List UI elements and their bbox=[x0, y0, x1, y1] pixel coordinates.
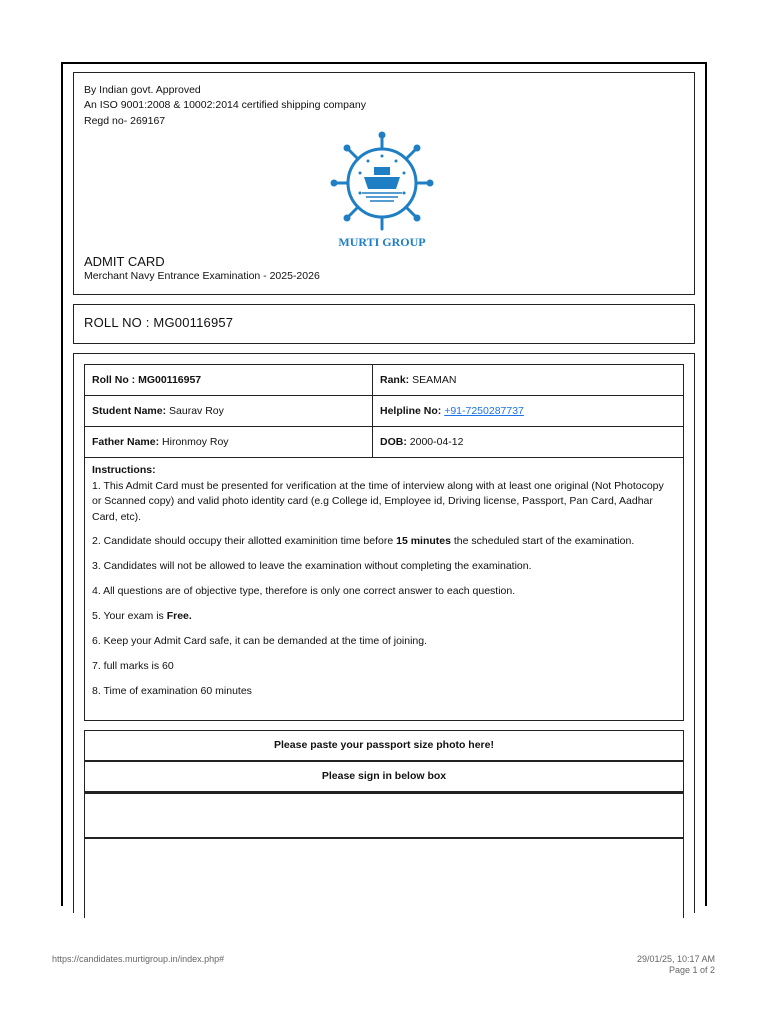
signature-label: Please sign in below box bbox=[84, 761, 684, 792]
student-name-cell: Student Name: Saurav Roy bbox=[85, 396, 373, 427]
instructions-panel bbox=[84, 456, 684, 721]
instruction-item: 7. full marks is 60 bbox=[92, 660, 174, 672]
approval-text: By Indian govt. Approved bbox=[84, 84, 201, 96]
instruction-item: 5. Your exam is Free. bbox=[92, 610, 192, 622]
candidate-details-table bbox=[84, 364, 684, 458]
helpline-cell: Helpline No: +91-7250287737 bbox=[373, 396, 684, 427]
logo-wordmark: MURTI GROUP bbox=[338, 235, 426, 249]
header-section bbox=[73, 72, 695, 295]
table-row bbox=[85, 396, 684, 427]
father-name-cell: Father Name: Hironmoy Roy bbox=[85, 427, 373, 458]
photo-box[interactable] bbox=[84, 838, 684, 918]
helpline-link[interactable]: +91-7250287737 bbox=[444, 405, 524, 417]
dob-cell: DOB: 2000-04-12 bbox=[373, 427, 684, 458]
rank-cell: Rank: SEAMAN bbox=[373, 365, 684, 396]
instruction-item: 8. Time of examination 60 minutes bbox=[92, 685, 252, 697]
roll-value: MG00116957 bbox=[138, 374, 202, 386]
registration-number: Regd no- 269167 bbox=[84, 115, 166, 127]
instruction-item: 3. Candidates will not be allowed to leave the examination without completing the examination. bbox=[92, 560, 532, 572]
photo-paste-label: Please paste your passport size photo here! bbox=[84, 730, 684, 761]
rank-value: SEAMAN bbox=[412, 374, 457, 386]
footer-datetime: 29/01/25, 10:17 AM bbox=[636, 954, 715, 964]
iso-certification-text: An ISO 9001:2008 & 10002:2014 certified shipping company bbox=[84, 99, 366, 111]
student-name-value: Saurav Roy bbox=[169, 405, 224, 417]
roll-cell: Roll No : MG00116957 bbox=[85, 365, 373, 396]
table-row bbox=[85, 365, 684, 396]
instruction-item: 6. Keep your Admit Card safe, it can be demanded at the time of joining. bbox=[92, 635, 428, 647]
instruction-item: 4. All questions are of objective type, therefore is only one correct answer to each question. bbox=[92, 585, 516, 597]
signature-box[interactable] bbox=[84, 792, 684, 838]
table-row bbox=[85, 427, 684, 458]
details-section bbox=[73, 353, 695, 913]
father-name-value: Hironmoy Roy bbox=[162, 436, 229, 448]
footer-page-number: Page 1 of 2 bbox=[668, 965, 715, 975]
admit-card-title: ADMIT CARD bbox=[84, 254, 165, 269]
instructions-heading: Instructions: bbox=[92, 464, 156, 476]
murti-group-logo bbox=[316, 129, 448, 253]
roll-number-heading: ROLL NO : MG00116957 bbox=[84, 315, 234, 330]
footer-url: https://candidates.murtigroup.in/index.php# bbox=[52, 954, 225, 964]
dob-value: 2000-04-12 bbox=[409, 436, 464, 448]
roll-number-banner bbox=[73, 304, 695, 344]
instruction-item: 2. Candidate should occupy their allotted examinition time before 15 minutes the scheduled start of the examination. bbox=[92, 535, 635, 547]
exam-subtitle: Merchant Navy Entrance Examination - 2025-2026 bbox=[84, 270, 320, 282]
instruction-item: 1. This Admit Card must be presented for verification at the time of interview along with at least one original (Not Photocopy or Scanned copy) and valid photo identity card (e.g College id, Employee id, Driving license, Passport, Pan Card, Aadhar Card, etc). bbox=[92, 479, 664, 523]
